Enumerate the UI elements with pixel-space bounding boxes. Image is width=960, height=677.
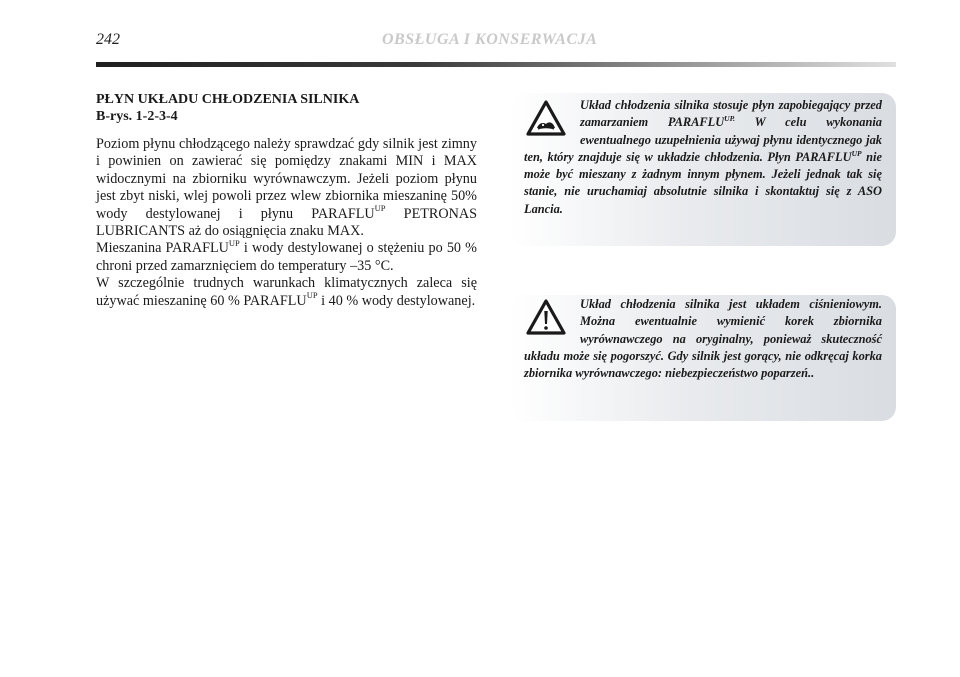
figure-reference: B-rys. 1-2-3-4 xyxy=(96,109,178,124)
header-rule xyxy=(96,62,896,67)
page-number: 242 xyxy=(96,31,120,48)
superscript: UP xyxy=(374,202,386,213)
text-span: i wody destylowanej o stężeniu po 50 % chroni przed zamarznięciem do temperatury –35 °C. xyxy=(96,240,477,274)
superscript: UP xyxy=(306,289,318,300)
superscript: UP. xyxy=(724,114,736,124)
superscript: UP xyxy=(851,148,862,158)
note-text xyxy=(524,296,882,382)
warning-triangle-icon xyxy=(524,297,572,339)
text-span: Poziom płynu chłodzącego należy sprawdzać gdy silnik jest zimny i powinien on zawierać się pomiędzy znakami MIN i MAX widocznymi na zbiorniku wyrównawczym. Jeżeli poziom płynu jest zbyt niski, wlej powoli przez wlew zbiornika mieszaninę 50% wody destylowanej i płynu PARAFLU xyxy=(96,136,477,222)
text-span: W szczególnie trudnych warunkach klimatycznych zaleca się używać mieszaninę 60 % PARAFLU xyxy=(96,275,477,309)
text-span: nie może być mieszany z żadnym innym płynem. Jeżeli jednak tak się stanie, nie uruchamiaj absolutnie silnika i skontaktuj się z ASO Lancia. xyxy=(524,149,882,216)
paragraph-antifreeze-mix xyxy=(96,237,477,275)
paragraph-harsh-climate xyxy=(96,275,477,310)
text-span: Układ chłodzenia silnika stosuje płyn zapobiegający przed zamarzaniem PARAFLU xyxy=(580,98,882,130)
text-span: W celu wykonania ewentualnego uzupełnienia używaj płynu identycznego jak ten, który znajduje się w układzie chłodzenia. Płyn PARAFLU xyxy=(524,115,883,164)
note-box-environment xyxy=(510,93,896,246)
section-title: PŁYN UKŁADU CHŁODZENIA SILNIKA xyxy=(96,92,360,107)
text-span: PETRONAS LUBRICANTS aż do osiągnięcia znaku MAX. xyxy=(96,205,477,240)
paragraph-coolant-level xyxy=(96,136,477,240)
note-text xyxy=(524,97,882,218)
superscript: UP xyxy=(228,237,240,248)
text-span: Mieszanina PARAFLU xyxy=(96,240,229,257)
environment-warning-icon xyxy=(524,98,572,140)
section-header-title: OBSŁUGA I KONSERWACJA xyxy=(382,31,598,48)
text-span: i 40 % wody destylowanej. xyxy=(317,292,476,309)
main-column xyxy=(96,91,477,310)
note-box-pressure-warning xyxy=(510,295,896,421)
text-span: Układ chłodzenia silnika jest układem ciśnieniowym. Można ewentualnie wymienić korek zbiornika wyrównawczego na oryginalny, ponieważ skuteczność układu może się pogorszyć. Gdy silnik jest gorący, nie odkręcaj korka zbiornika wyrównawczego: niebezpieczeństwo poparzeń.. xyxy=(524,297,882,381)
